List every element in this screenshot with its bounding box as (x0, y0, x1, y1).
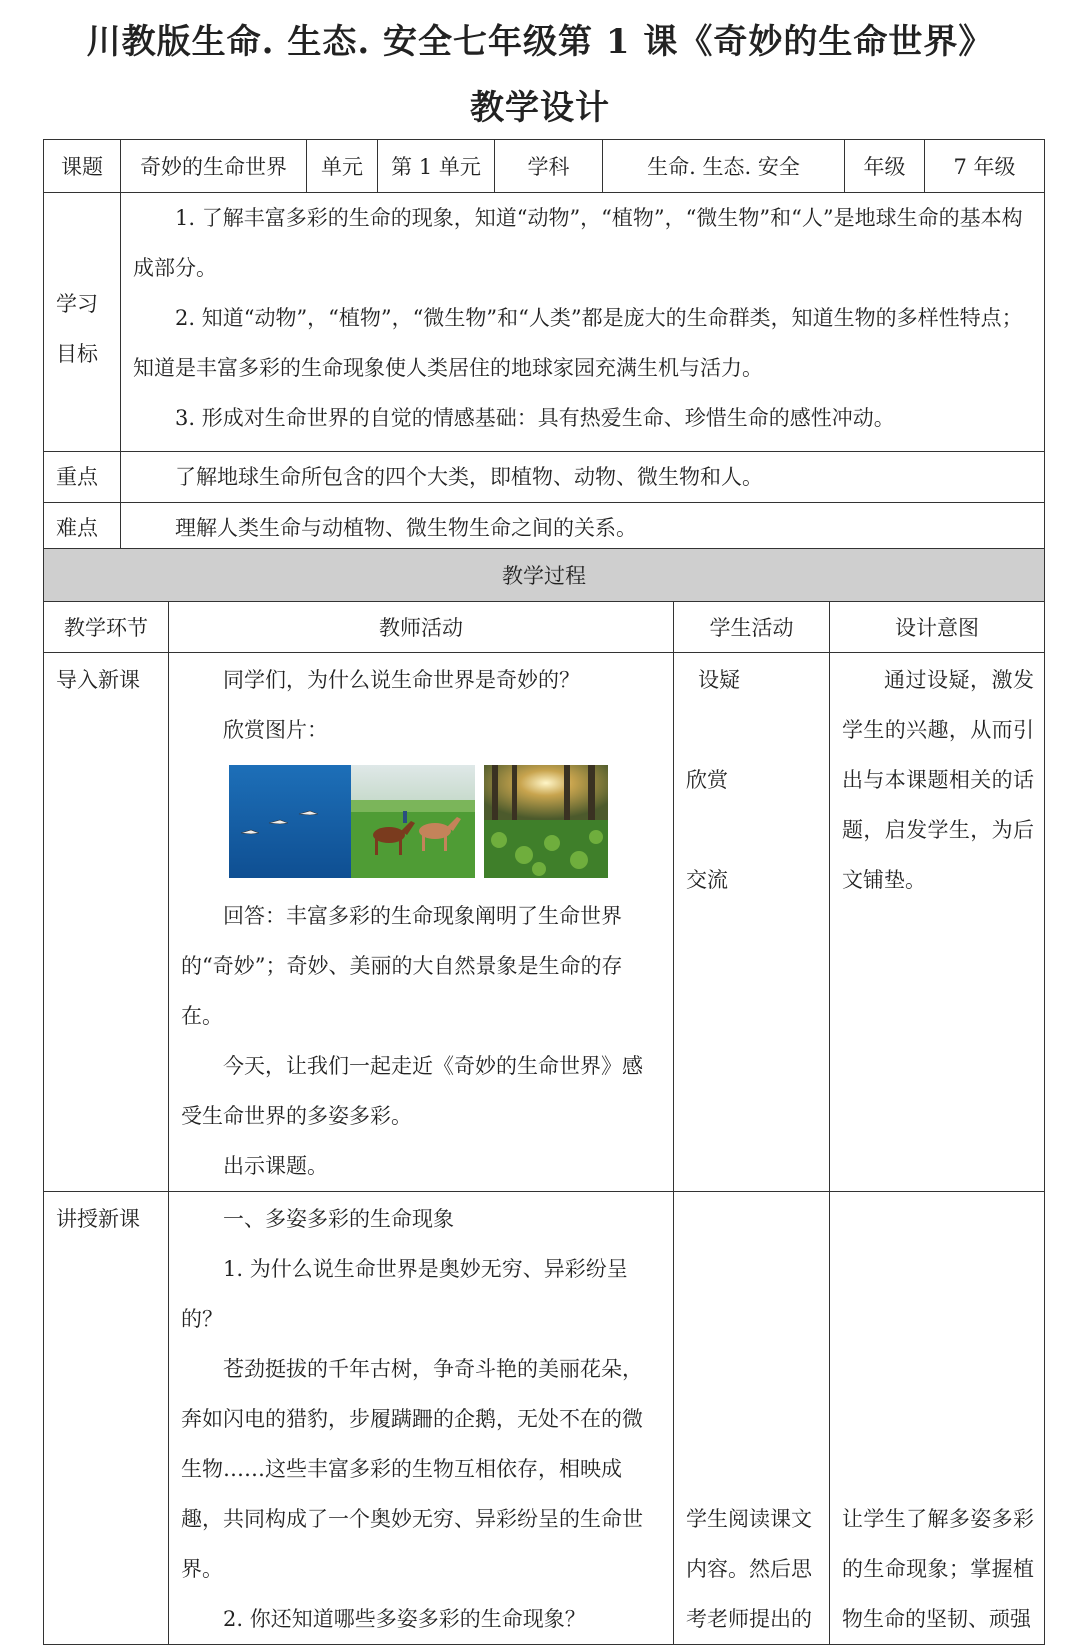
student-activity-item: 设疑 (698, 668, 740, 692)
design-intent-text: 通过设疑，激发学生的兴趣，从而引出与本课题相关的话题，启发学生，为后文铺垫。 (842, 668, 1034, 892)
unit-value: 第 1 单元 (378, 140, 495, 193)
teacher-line: 欣赏图片： (223, 718, 328, 742)
document-subtitle: 教学设计 (470, 88, 610, 128)
lesson-design-intent (830, 1192, 1045, 1645)
objective-item: 2. 知道“动物”，“植物”，“微生物”和“人类”都是庞大的生命群类，知道生物的多样性特点；知道是丰富多彩的生命现象使人类居住的地球家园充满生机与活力。 (133, 306, 1023, 380)
horses-photo (351, 765, 475, 878)
forest-photo (484, 765, 608, 878)
student-activity-item: 交流 (686, 868, 728, 892)
intro-student-activity (674, 653, 830, 1192)
unit-label: 单元 (307, 140, 378, 193)
info-row (44, 140, 1045, 193)
column-design: 设计意图 (830, 602, 1045, 653)
objectives-label-line2: 目标 (56, 342, 98, 366)
intro-row (44, 653, 1045, 1192)
process-header-row (44, 549, 1045, 602)
subject-label: 学科 (495, 140, 603, 193)
objective-item: 3. 形成对生命世界的自觉的情感基础：具有热爱生命、珍惜生命的感性冲动。 (175, 406, 895, 430)
birds-photo (229, 765, 353, 878)
lesson-row (44, 1192, 1045, 1645)
lesson-info-table (43, 139, 1045, 554)
lesson-teacher-activity (169, 1192, 674, 1645)
key-point-value: 了解地球生命所包含的四个大类，即植物、动物、微生物和人。 (175, 465, 763, 489)
intro-design-intent (830, 653, 1045, 1192)
student-activity-text: 学生阅读课文内容。然后思考老师提出的 (686, 1507, 812, 1631)
design-intent-text: 让学生了解多姿多彩的生命现象；掌握植物生命的坚韧、顽强 (842, 1507, 1034, 1631)
objectives-content (121, 193, 1045, 452)
difficulty-row (44, 503, 1045, 554)
column-student: 学生活动 (674, 602, 830, 653)
intro-teacher-activity (169, 653, 674, 1192)
grade-label: 年级 (845, 140, 925, 193)
teaching-process-table (43, 548, 1045, 1645)
lesson-student-activity (674, 1192, 830, 1645)
teacher-line: 回答：丰富多彩的生命现象阐明了生命世界的“奇妙”；奇妙、美丽的大自然景象是生命的存在。 (181, 904, 623, 1028)
column-step: 教学环节 (44, 602, 169, 653)
teacher-line: 1. 为什么说生命世界是奥妙无穷、异彩纷呈的？ (181, 1257, 628, 1331)
objective-item: 1. 了解丰富多彩的生命的现象，知道“动物”，“植物”，“微生物”和“人”是地球生命的基本构成部分。 (133, 206, 1023, 280)
intro-step-label: 导入新课 (44, 653, 169, 1192)
teacher-line: 2. 你还知道哪些多姿多彩的生命现象？ (223, 1607, 586, 1631)
process-header: 教学过程 (44, 549, 1045, 602)
teacher-line: 苍劲挺拔的千年古树，争奇斗艳的美丽花朵，奔如闪电的猎豹，步履蹒跚的企鹅，无处不在的微生物……这些丰富多彩的生物互相依存，相映成趣，共同构成了一个奥妙无穷、异彩纷呈的生命世界。 (181, 1357, 643, 1581)
key-point-row (44, 452, 1045, 503)
picture-gallery (181, 759, 663, 883)
difficulty-value: 理解人类生命与动植物、微生物生命之间的关系。 (175, 516, 637, 540)
teacher-line: 同学们，为什么说生命世界是奇妙的？ (223, 668, 580, 692)
teacher-line: 今天，让我们一起走近《奇妙的生命世界》感受生命世界的多姿多彩。 (181, 1054, 643, 1128)
lesson-step-label: 讲授新课 (44, 1192, 169, 1645)
topic-value: 奇妙的生命世界 (121, 140, 307, 193)
objectives-label-line1: 学习 (56, 292, 98, 316)
column-teacher: 教师活动 (169, 602, 674, 653)
key-point-label: 重点 (44, 452, 121, 503)
subject-value: 生命. 生态. 安全 (603, 140, 845, 193)
student-activity-item: 欣赏 (686, 768, 728, 792)
difficulty-text (121, 503, 1045, 554)
difficulty-label: 难点 (44, 503, 121, 554)
teacher-line: 出示课题。 (223, 1154, 328, 1178)
objectives-label (44, 193, 121, 452)
process-columns-row (44, 602, 1045, 653)
key-point-text (121, 452, 1045, 503)
objectives-row (44, 193, 1045, 452)
topic-label: 课题 (44, 140, 121, 193)
grade-value: 7 年级 (925, 140, 1045, 193)
teacher-line: 一、多姿多彩的生命现象 (223, 1207, 454, 1231)
document-title: 川教版生命. 生态. 安全七年级第 1 课《奇妙的生命世界》 (86, 22, 994, 62)
